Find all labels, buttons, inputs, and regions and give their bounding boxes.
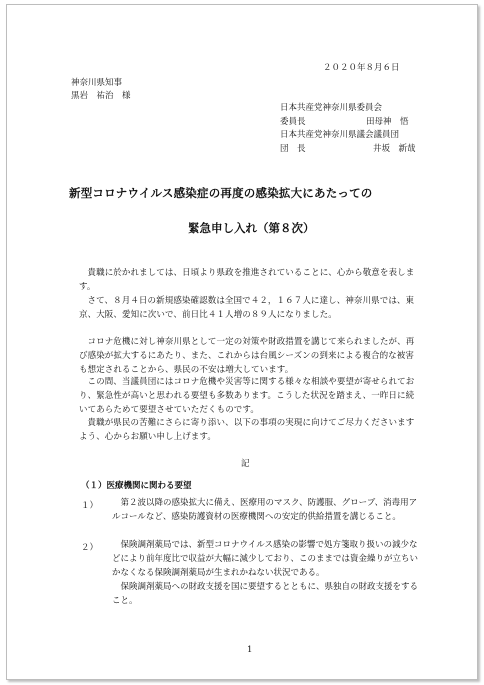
addressee-title: 神奈川県知事 bbox=[71, 78, 123, 88]
document-page bbox=[6, 4, 478, 680]
item-2-followup: 保険調剤薬局への財政支援を国に要望するとともに、県独自の財政支援をすること。 bbox=[112, 582, 419, 606]
sender-org-1: 日本共産党神奈川県委員会 bbox=[280, 103, 383, 113]
addressee-name: 黒岩 祐治 様 bbox=[71, 91, 131, 101]
body-paragraph-3: コロナ危機に対し神奈川県として一定の対策や財政措置を講じて来られましたが、再び感染が拡大するにあたり、また、これからは台風シーズンの到来による複合的な被害も想定されることから、県民の不安は増大しています。 bbox=[79, 337, 415, 375]
ki-marker: 記 bbox=[241, 459, 250, 469]
item-number-1: １） bbox=[81, 501, 99, 511]
body-paragraph-4: この間、当議員団にはコロナ危機や災害等に関する様々な相談や要望が寄せられており、緊急性が高いと思われる要望も多数あります。こうした状況を踏まえ、一昨日に続いてあらためて要望させていただくものです。 bbox=[79, 377, 415, 415]
sender-name-2: 井坂 新哉 bbox=[373, 144, 416, 154]
item-number-2: ２） bbox=[81, 543, 99, 553]
sender-org-2: 日本共産党神奈川県議会議員団 bbox=[280, 130, 400, 140]
section-heading: （１）医療機関に関わる要望 bbox=[81, 481, 192, 491]
page-number: 1 bbox=[247, 645, 253, 655]
document-title-line-1: 新型コロナウイルス感染症の再度の感染拡大にあたっての bbox=[69, 186, 373, 200]
body-paragraph-5: 貴職が県民の苦難にさらに寄り添い、以下の事項の実現に向けてご尽力くださいますよう、心からお願い申し上げます。 bbox=[79, 418, 415, 442]
sender-role-1: 委員長 bbox=[280, 117, 306, 127]
body-paragraph-2: さて、８月４日の新規感染確認数は全国で４２，１６７人に達し、神奈川県では、東京、大阪、愛知に次いで、前日比４１人増の８９人になりました。 bbox=[79, 296, 415, 320]
item-text-1: 第２波以降の感染拡大に備え、医療用のマスク、防護服、グローブ、消毒用アルコールなど、感染防護資材の医療機関への安定的供給措置を講じること。 bbox=[112, 498, 418, 522]
sender-name-1: 田母神 悟 bbox=[366, 117, 409, 127]
sender-role-2: 団 長 bbox=[280, 144, 306, 154]
item-text-2: 保険調剤薬局では、新型コロナウイルス感染の影響で処方箋取り扱いの減少などにより前年度比で収益が大幅に減少しており、このままでは資金繰りが立ちいかなくなる保険調剤薬局が生まれかねない状況である。 bbox=[112, 540, 419, 578]
document-date: ２０２０年８月６日 bbox=[323, 63, 400, 73]
document-title-line-2: 緊急申し入れ（第８次） bbox=[188, 221, 315, 235]
body-paragraph-1: 貴職に於かれましては、日頃より県政を推進されていることに、心から敬意を表します。 bbox=[79, 268, 415, 292]
